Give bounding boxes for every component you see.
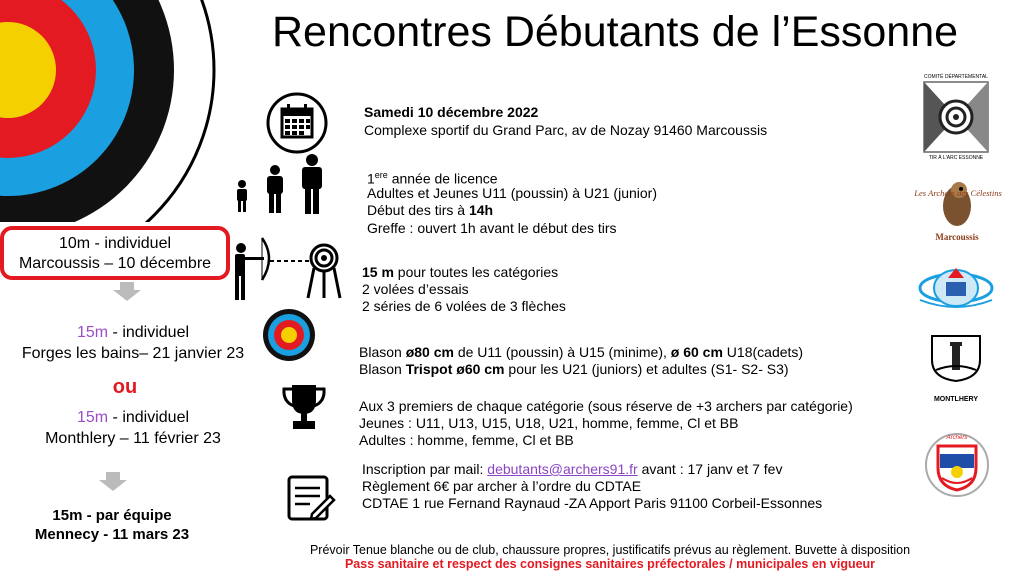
people-icon xyxy=(232,150,328,216)
licence-line: 1ere année de licence xyxy=(367,170,498,187)
montlhery-label: MONTLHERY xyxy=(933,396,979,403)
target-size-line1: Blason ø80 cm de U11 (poussin) à U15 (minime), ø 60 cm U18(cadets) xyxy=(359,344,804,360)
awards-line1: Aux 3 premiers de chaque catégorie (sous réserve de +3 archers par catégorie) xyxy=(359,398,853,414)
archer-icon xyxy=(228,236,348,302)
stage3-format: 15m - individuel xyxy=(76,409,190,426)
calendar-icon xyxy=(266,92,328,154)
form-icon xyxy=(286,474,338,524)
stage1-format: 10m - individuel xyxy=(58,235,172,252)
awards-adults: Adultes : homme, femme, Cl et BB xyxy=(359,432,574,448)
email-link[interactable]: debutants@archers91.fr xyxy=(487,461,638,477)
health-notice: Pass sanitaire et respect des consignes sanitaires préfectorales / municipales en vigueur xyxy=(344,557,876,571)
event-venue: Complexe sportif du Grand Parc, av de Nozay 91460 Marcoussis xyxy=(364,122,768,138)
mennecy-logo: Archers xyxy=(924,432,990,498)
page-title: Rencontres Débutants de l’Essonne xyxy=(272,8,959,56)
celestins-logo: Les Archers des Célestins Marcoussis xyxy=(912,170,1002,246)
awards-youth: Jeunes : U11, U13, U15, U18, U21, homme, femme, Cl et BB xyxy=(359,415,739,431)
series-info: 2 séries de 6 volées de 3 flèches xyxy=(362,298,566,314)
registration-desk: Greffe : ouvert 1h avant le début des tirs xyxy=(367,220,617,236)
stage2-location: Forges les bains– 21 janvier 23 xyxy=(21,345,245,362)
footer-note: Prévoir Tenue blanche ou de club, chaussure propres, justificatifs prévus au règlement. Buvette à disposition xyxy=(309,543,911,557)
target-size-line2: Blason Trispot ø60 cm pour les U21 (juniors) et adultes (S1- S2- S3) xyxy=(359,361,789,377)
stage4-location: Mennecy - 11 mars 23 xyxy=(34,526,190,543)
trophy-icon xyxy=(280,382,328,432)
stage3-location: Monthlery – 11 février 23 xyxy=(45,430,221,447)
start-time: Début des tirs à 14h xyxy=(367,202,494,218)
trial-ends: 2 volées d’essais xyxy=(362,281,469,297)
payment-line: Règlement 6€ par archer à l’ordre du CDTAE xyxy=(362,478,642,494)
current-stage-box xyxy=(0,226,230,280)
participants-ages: Adultes et Jeunes U11 (poussin) à U21 (junior) xyxy=(367,185,658,201)
cdtae-logo: COMITÉ DÉPARTEMENTAL TIR À L'ARC ESSONNE xyxy=(924,74,988,161)
or-separator: ou xyxy=(112,376,138,398)
archery-club-emblem xyxy=(914,262,998,312)
distance-line: 15 m pour toutes les catégories xyxy=(362,264,559,280)
down-arrow-2 xyxy=(96,472,130,492)
stage2-format: 15m - individuel xyxy=(76,324,190,341)
down-arrow-1 xyxy=(110,282,144,302)
registration-email-line: Inscription par mail: debutants@archers91.fr avant : 17 janv et 7 fev xyxy=(362,461,783,477)
montlhery-logo xyxy=(928,334,984,386)
stage4-format: 15m - par équipe xyxy=(52,507,172,524)
stage1-location: Marcoussis – 10 décembre xyxy=(18,255,212,272)
address-line: CDTAE 1 rue Fernand Raynaud -ZA Apport Paris 91100 Corbeil-Essonnes xyxy=(362,495,823,511)
event-date: Samedi 10 décembre 2022 xyxy=(364,104,539,120)
target-face-icon xyxy=(262,308,316,362)
archery-target-decoration xyxy=(0,0,220,222)
